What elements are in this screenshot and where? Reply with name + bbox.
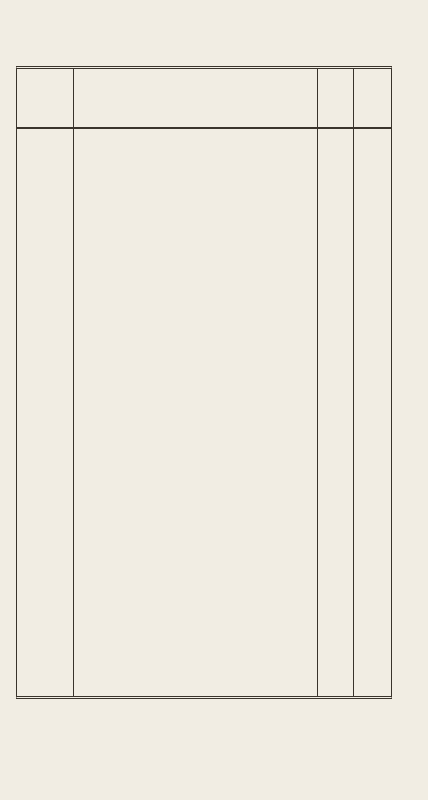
header-numeros	[321, 77, 345, 123]
acts-table	[16, 66, 392, 699]
column-divider	[73, 69, 74, 696]
table-header	[17, 69, 391, 129]
column-divider	[353, 69, 354, 696]
header-dates	[17, 79, 73, 101]
column-divider	[317, 69, 318, 696]
